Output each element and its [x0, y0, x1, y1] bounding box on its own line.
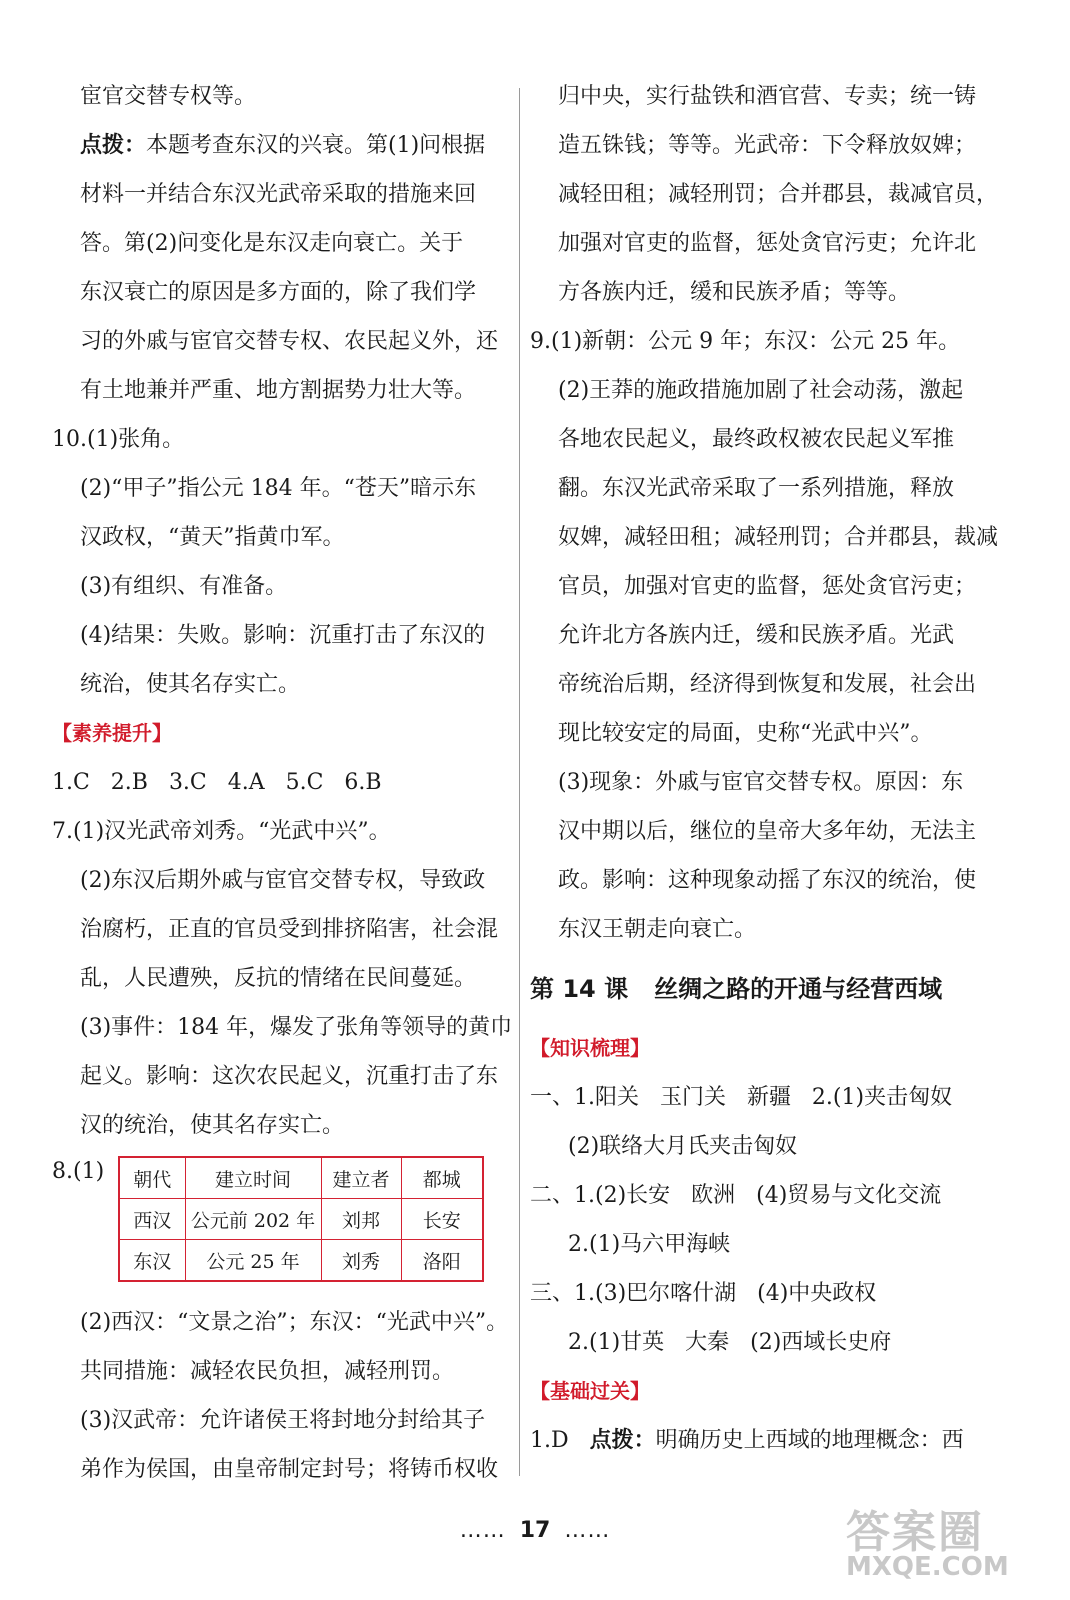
line-text: (3)现象：外戚与宦官交替专权。原因：东 — [558, 770, 964, 795]
line-text: 官员，加强对官吏的监督，惩处贪官污吏； — [558, 574, 977, 599]
line-text: 帝统治后期，经济得到恢复和发展，社会出 — [558, 672, 977, 697]
line-text: 2.(1)甘英 大秦 (2)西域长史府 — [568, 1330, 892, 1355]
line-text: 汉中期以后，继位的皇帝大多年幼，无法主 — [558, 819, 977, 844]
line-text: 2.(1)马六甲海峡 — [568, 1232, 731, 1257]
line-text: 政。影响：这种现象动摇了东汉的统治，使 — [558, 868, 977, 893]
line-text: 宦官交替专权等。 — [80, 84, 257, 109]
hint-label: 点拨： — [80, 132, 147, 158]
line-text: 汉政权，“黄天”指黄巾军。 — [80, 525, 345, 550]
dynasty-table — [118, 1156, 484, 1282]
table-cell: 都城 — [401, 1157, 483, 1199]
text-line — [530, 1171, 1008, 1220]
line-text: (2)王莽的施政措施加剧了社会动荡，激起 — [558, 378, 964, 403]
table-cell: 公元前 202 年 — [185, 1199, 321, 1240]
section-header — [530, 1024, 1008, 1073]
text-line — [530, 709, 1008, 758]
line-text: 减轻田租；减轻刑罚；合并郡县，裁减官员， — [558, 182, 999, 207]
text-line — [52, 562, 512, 611]
watermark-logo — [846, 1496, 1009, 1582]
text-line — [52, 611, 512, 660]
line-text: 习的外戚与宦官交替专权、农民起义外，还 — [80, 329, 499, 354]
text-line — [52, 464, 512, 513]
line-text: (3)汉武帝：允许诸侯王将封地分封给其子 — [80, 1408, 486, 1433]
line-text: 材料一并结合东汉光武帝采取的措施来回 — [80, 182, 477, 207]
table-cell: 刘邦 — [321, 1199, 401, 1240]
text-line — [530, 121, 1008, 170]
text-line — [530, 513, 1008, 562]
line-text: 各地农民起义，最终政权被农民起义军推 — [558, 427, 955, 452]
line-text: 起义。影响：这次农民起义，沉重打击了东 — [80, 1064, 499, 1089]
text-line — [530, 1318, 1008, 1367]
text-line — [52, 807, 512, 856]
text-line — [52, 905, 512, 954]
right-lines-after-heading — [530, 1024, 1008, 1465]
text-line — [530, 758, 1008, 807]
footer-dots-right: …… — [564, 1518, 611, 1543]
line-text: 东汉衰亡的原因是多方面的，除了我们学 — [80, 280, 477, 305]
line-text: 答。第(2)问变化是东汉走向衰亡。关于 — [80, 231, 464, 256]
lesson-title: 丝绸之路的开通与经营西域 — [654, 975, 943, 1003]
text-line — [52, 268, 512, 317]
text-line — [530, 807, 1008, 856]
line-text: 弟作为侯国，由皇帝制定封号；将铸币权收 — [80, 1457, 499, 1482]
text-line — [52, 317, 512, 366]
line-text: 汉的统治，使其名存实亡。 — [80, 1113, 345, 1138]
text-line — [52, 170, 512, 219]
table-cell: 洛阳 — [401, 1240, 483, 1282]
line-text: 【素养提升】 — [52, 721, 172, 745]
table-cell: 刘秀 — [321, 1240, 401, 1282]
text-line — [530, 317, 1008, 366]
text-line — [530, 464, 1008, 513]
right-column — [530, 72, 1008, 1465]
text-line — [530, 366, 1008, 415]
line-text: 加强对官吏的监督，惩处贪官污吏；允许北 — [558, 231, 977, 256]
line-text: 【基础过关】 — [530, 1379, 650, 1403]
line-text: (2)“甲子”指公元 184 年。“苍天”暗示东 — [80, 476, 477, 501]
text-line — [530, 1122, 1008, 1171]
line-text: 本题考查东汉的兴衰。第(1)问根据 — [146, 133, 486, 158]
footer-dots-left: …… — [459, 1518, 506, 1543]
line-text: 一、1.阳关 玉门关 新疆 2.(1)夹击匈奴 — [530, 1085, 953, 1110]
table-cell: 长安 — [401, 1199, 483, 1240]
text-line — [52, 72, 512, 121]
line-text: (3)有组织、有准备。 — [80, 574, 288, 599]
line-text: (4)结果：失败。影响：沉重打击了东汉的 — [80, 623, 486, 648]
table-question-label: 8.(1) — [52, 1159, 105, 1184]
text-line — [530, 268, 1008, 317]
text-line — [530, 856, 1008, 905]
text-line — [52, 1052, 512, 1101]
right-lines — [530, 72, 1008, 954]
text-line — [530, 611, 1008, 660]
text-line — [530, 1220, 1008, 1269]
text-line — [530, 72, 1008, 121]
table-row — [119, 1199, 483, 1240]
line-text: 共同措施：减轻农民负担，减轻刑罚。 — [80, 1359, 455, 1384]
watermark-text-cn: 答案圈 — [846, 1507, 984, 1558]
line-text: 允许北方各族内迁，缓和民族矛盾。光武 — [558, 623, 955, 648]
line-text: 有土地兼并严重、地方割据势力壮大等。 — [80, 378, 477, 403]
table-row — [119, 1240, 483, 1282]
text-line — [52, 1298, 512, 1347]
table-cell: 西汉 — [119, 1199, 185, 1240]
dynasty-table-block — [52, 1156, 512, 1292]
section-header — [530, 1367, 1008, 1416]
lesson-heading — [530, 954, 1008, 1024]
page-number: 17 — [519, 1518, 551, 1543]
text-line — [530, 170, 1008, 219]
text-line — [52, 1445, 512, 1494]
text-line — [52, 1003, 512, 1052]
text-line — [52, 1396, 512, 1445]
lesson-number: 第 14 课 — [530, 975, 629, 1003]
table-cell: 建立者 — [321, 1157, 401, 1199]
text-line — [52, 1101, 512, 1150]
line-text: 三、1.(3)巴尔喀什湖 (4)中央政权 — [530, 1281, 877, 1306]
line-text: 二、1.(2)长安 欧洲 (4)贸易与文化交流 — [530, 1183, 942, 1208]
left-column — [52, 72, 512, 1494]
text-line — [52, 660, 512, 709]
text-line — [530, 660, 1008, 709]
answer-lead: 1.D — [530, 1428, 590, 1453]
line-text: 东汉王朝走向衰亡。 — [558, 917, 757, 942]
text-line — [530, 1416, 1008, 1465]
text-line — [52, 758, 512, 807]
line-text: 明确历史上西域的地理概念：西 — [655, 1428, 964, 1453]
line-text: 1.C 2.B 3.C 4.A 5.C 6.B — [52, 770, 382, 795]
text-line — [530, 415, 1008, 464]
text-line — [52, 954, 512, 1003]
line-text: 7.(1)汉光武帝刘秀。“光武中兴”。 — [52, 819, 391, 844]
text-line — [52, 856, 512, 905]
line-text: 【知识梳理】 — [530, 1036, 650, 1060]
column-divider — [519, 88, 520, 1476]
left-lines-after-table — [52, 1298, 512, 1494]
text-line — [52, 415, 512, 464]
line-text: 统治，使其名存实亡。 — [80, 672, 301, 697]
line-text: (2)联络大月氏夹击匈奴 — [568, 1134, 798, 1159]
line-text: (3)事件：184 年，爆发了张角等领导的黄巾 — [80, 1015, 513, 1040]
table-cell: 东汉 — [119, 1240, 185, 1282]
table-cell: 朝代 — [119, 1157, 185, 1199]
line-text: 归中央，实行盐铁和酒官营、专卖；统一铸 — [558, 84, 977, 109]
left-lines — [52, 72, 512, 1150]
line-text: 奴婢，减轻田租；减轻刑罚；合并郡县，裁减 — [558, 525, 999, 550]
text-line — [52, 1347, 512, 1396]
section-header — [52, 709, 512, 758]
text-line — [530, 219, 1008, 268]
table-cell: 建立时间 — [185, 1157, 321, 1199]
text-line — [530, 905, 1008, 954]
line-text: (2)东汉后期外戚与宦官交替专权，导致政 — [80, 868, 486, 893]
line-text: 治腐朽，正直的官员受到排挤陷害，社会混 — [80, 917, 499, 942]
line-text: 翻。东汉光武帝采取了一系列措施，释放 — [558, 476, 955, 501]
line-text: 造五铢钱；等等。光武帝：下令释放奴婢； — [558, 133, 977, 158]
text-line — [530, 1269, 1008, 1318]
text-line — [52, 513, 512, 562]
line-text: 方各族内迁，缓和民族矛盾；等等。 — [558, 280, 911, 305]
line-text: 9.(1)新朝：公元 9 年；东汉：公元 25 年。 — [530, 329, 961, 354]
text-line — [52, 366, 512, 415]
table-header-row — [119, 1157, 483, 1199]
text-line — [530, 1073, 1008, 1122]
table-cell: 公元 25 年 — [185, 1240, 321, 1282]
text-line — [530, 562, 1008, 611]
line-text: 现比较安定的局面，史称“光武中兴”。 — [558, 721, 933, 746]
line-text: 10.(1)张角。 — [52, 427, 185, 452]
line-text: 乱，人民遭殃，反抗的情绪在民间蔓延。 — [80, 966, 477, 991]
text-line — [52, 121, 512, 170]
watermark-text-en: MXQE.COM — [846, 1552, 1009, 1582]
text-line — [52, 219, 512, 268]
hint-label: 点拨： — [589, 1427, 656, 1453]
line-text: (2)西汉：“文景之治”；东汉：“光武中兴”。 — [80, 1310, 509, 1335]
